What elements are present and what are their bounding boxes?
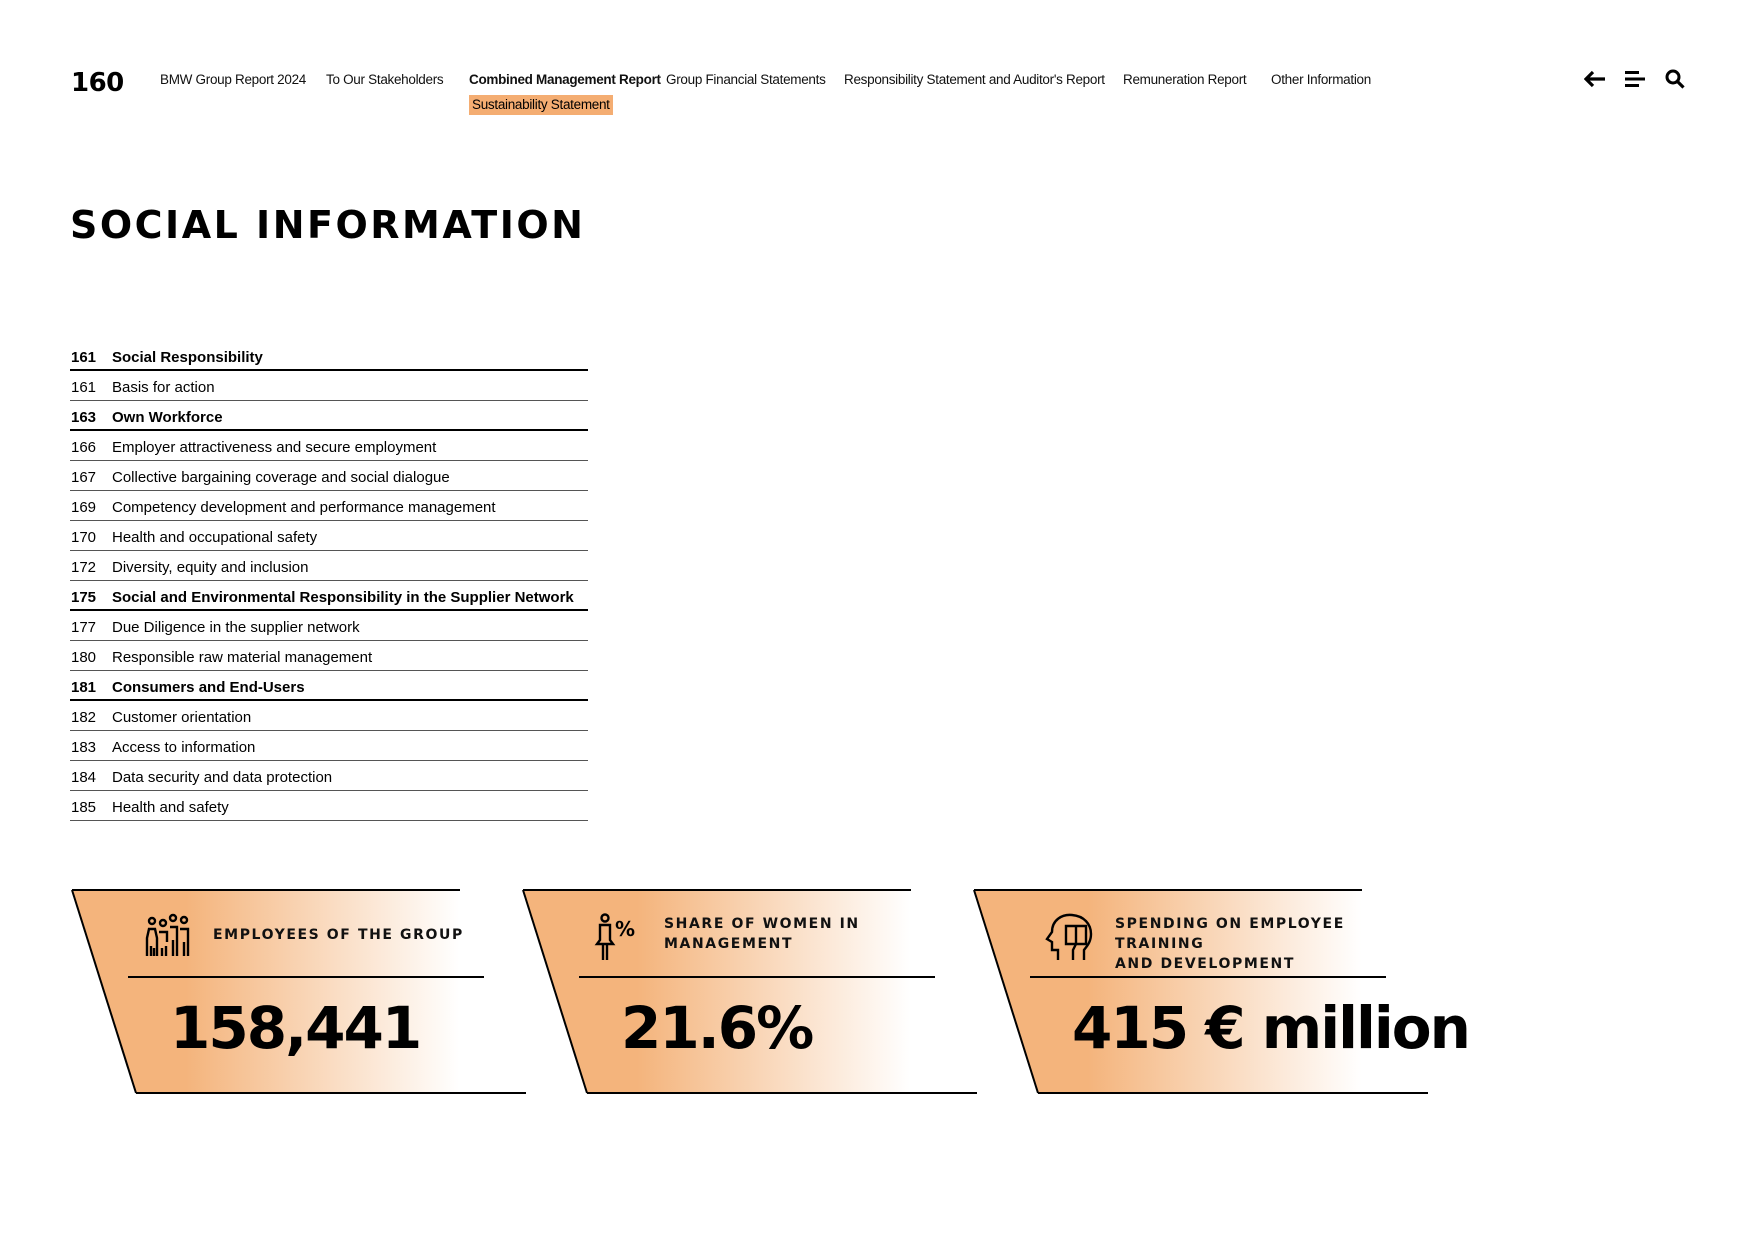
toc-title: Employer attractiveness and secure employment [112, 439, 437, 456]
nav-item-responsibility-statement[interactable]: Responsibility Statement and Auditor's Report [844, 72, 1105, 87]
toc-page-number: 184 [71, 769, 97, 786]
toc-title: Social and Environmental Responsibility in the Supplier Network [112, 588, 574, 606]
toc-page-number: 180 [71, 649, 97, 666]
kpi-card-background [70, 888, 528, 1098]
kpi-label [664, 914, 860, 954]
page-number: 160 [71, 68, 124, 98]
toc-page-number: 161 [71, 348, 97, 366]
toc-title: Social Responsibility [112, 348, 263, 366]
toc-entry[interactable] [70, 521, 588, 551]
kpi-label-line: SPENDING ON EMPLOYEE TRAINING [1115, 916, 1345, 952]
kpi-value: 415 € million [1072, 994, 1469, 1062]
kpi-label-line: EMPLOYEES OF THE GROUP [213, 927, 464, 943]
page-title: SOCIAL INFORMATION [70, 203, 586, 247]
nav-item-bmw-group-report[interactable]: BMW Group Report 2024 [160, 72, 307, 87]
nav-item-combined-management-report[interactable]: Combined Management Report [469, 72, 661, 87]
woman-percent-icon [593, 912, 645, 964]
toc-page-number: 175 [71, 588, 97, 606]
toc-title: Consumers and End-Users [112, 678, 305, 696]
toc-entry[interactable] [70, 731, 588, 761]
toc-title: Own Workforce [112, 408, 223, 426]
kpi-label [1115, 914, 1430, 974]
toc-title: Health and occupational safety [112, 529, 318, 546]
toc-page-number: 167 [71, 469, 97, 486]
toc-page-number: 181 [71, 678, 97, 696]
toc-entry[interactable] [70, 641, 588, 671]
toc-entry[interactable] [70, 371, 588, 401]
toc-title: Health and safety [112, 799, 229, 816]
toc-entry[interactable] [70, 701, 588, 731]
toc-page-number: 182 [71, 709, 97, 726]
toc-title: Collective bargaining coverage and social dialogue [112, 469, 450, 486]
toc-title: Diversity, equity and inclusion [112, 559, 309, 576]
toc-page-number: 161 [71, 379, 97, 396]
nav-item-to-our-stakeholders[interactable]: To Our Stakeholders [326, 72, 444, 87]
nav-item-other-information[interactable]: Other Information [1271, 72, 1371, 87]
kpi-label-line: AND DEVELOPMENT [1115, 956, 1295, 972]
toc-section-heading[interactable] [70, 401, 588, 431]
toolbar [1584, 68, 1686, 90]
toc-page-number: 185 [71, 799, 97, 816]
kpi-value: 21.6% [621, 994, 813, 1062]
nav-item-group-financial-statements[interactable]: Group Financial Statements [666, 72, 826, 87]
toc-title: Basis for action [112, 379, 215, 396]
toc-entry[interactable] [70, 611, 588, 641]
toc-title: Responsible raw material management [112, 649, 373, 666]
kpi-card-women-in-management [521, 888, 979, 1098]
search-icon[interactable] [1664, 68, 1686, 90]
toc-page-number: 169 [71, 499, 97, 516]
toc-page-number: 166 [71, 439, 97, 456]
nav-item-remuneration-report[interactable]: Remuneration Report [1123, 72, 1247, 87]
toc-title: Data security and data protection [112, 769, 333, 786]
toc-entry[interactable] [70, 431, 588, 461]
toc-page-number: 183 [71, 739, 97, 756]
kpi-card-employees [70, 888, 528, 1098]
toc-title: Due Diligence in the supplier network [112, 619, 360, 636]
menu-icon[interactable] [1624, 68, 1646, 90]
toc-entry[interactable] [70, 461, 588, 491]
toc-title: Competency development and performance management [112, 499, 496, 516]
toc-page-number: 163 [71, 408, 97, 426]
kpi-label-line: SHARE OF WOMEN IN [664, 916, 860, 932]
people-group-icon [142, 912, 194, 964]
toc-entry[interactable] [70, 791, 588, 821]
toc-entry[interactable] [70, 761, 588, 791]
nav-subitem-sustainability-statement[interactable]: Sustainability Statement [469, 95, 613, 115]
table-of-contents [70, 341, 588, 821]
back-arrow-icon[interactable] [1584, 68, 1606, 90]
toc-section-heading[interactable] [70, 581, 588, 611]
kpi-label-line: MANAGEMENT [664, 936, 794, 952]
toc-section-heading[interactable] [70, 341, 588, 371]
toc-entry[interactable] [70, 551, 588, 581]
kpi-value: 158,441 [170, 994, 421, 1062]
toc-page-number: 177 [71, 619, 97, 636]
kpi-card-training-spending [972, 888, 1469, 1098]
kpi-label [213, 925, 464, 945]
toc-section-heading[interactable] [70, 671, 588, 701]
head-book-icon [1044, 912, 1096, 964]
toc-title: Access to information [112, 739, 256, 756]
toc-page-number: 170 [71, 529, 97, 546]
toc-page-number: 172 [71, 559, 97, 576]
toc-entry[interactable] [70, 491, 588, 521]
svg-text:%: % [615, 917, 636, 941]
toc-title: Customer orientation [112, 709, 252, 726]
